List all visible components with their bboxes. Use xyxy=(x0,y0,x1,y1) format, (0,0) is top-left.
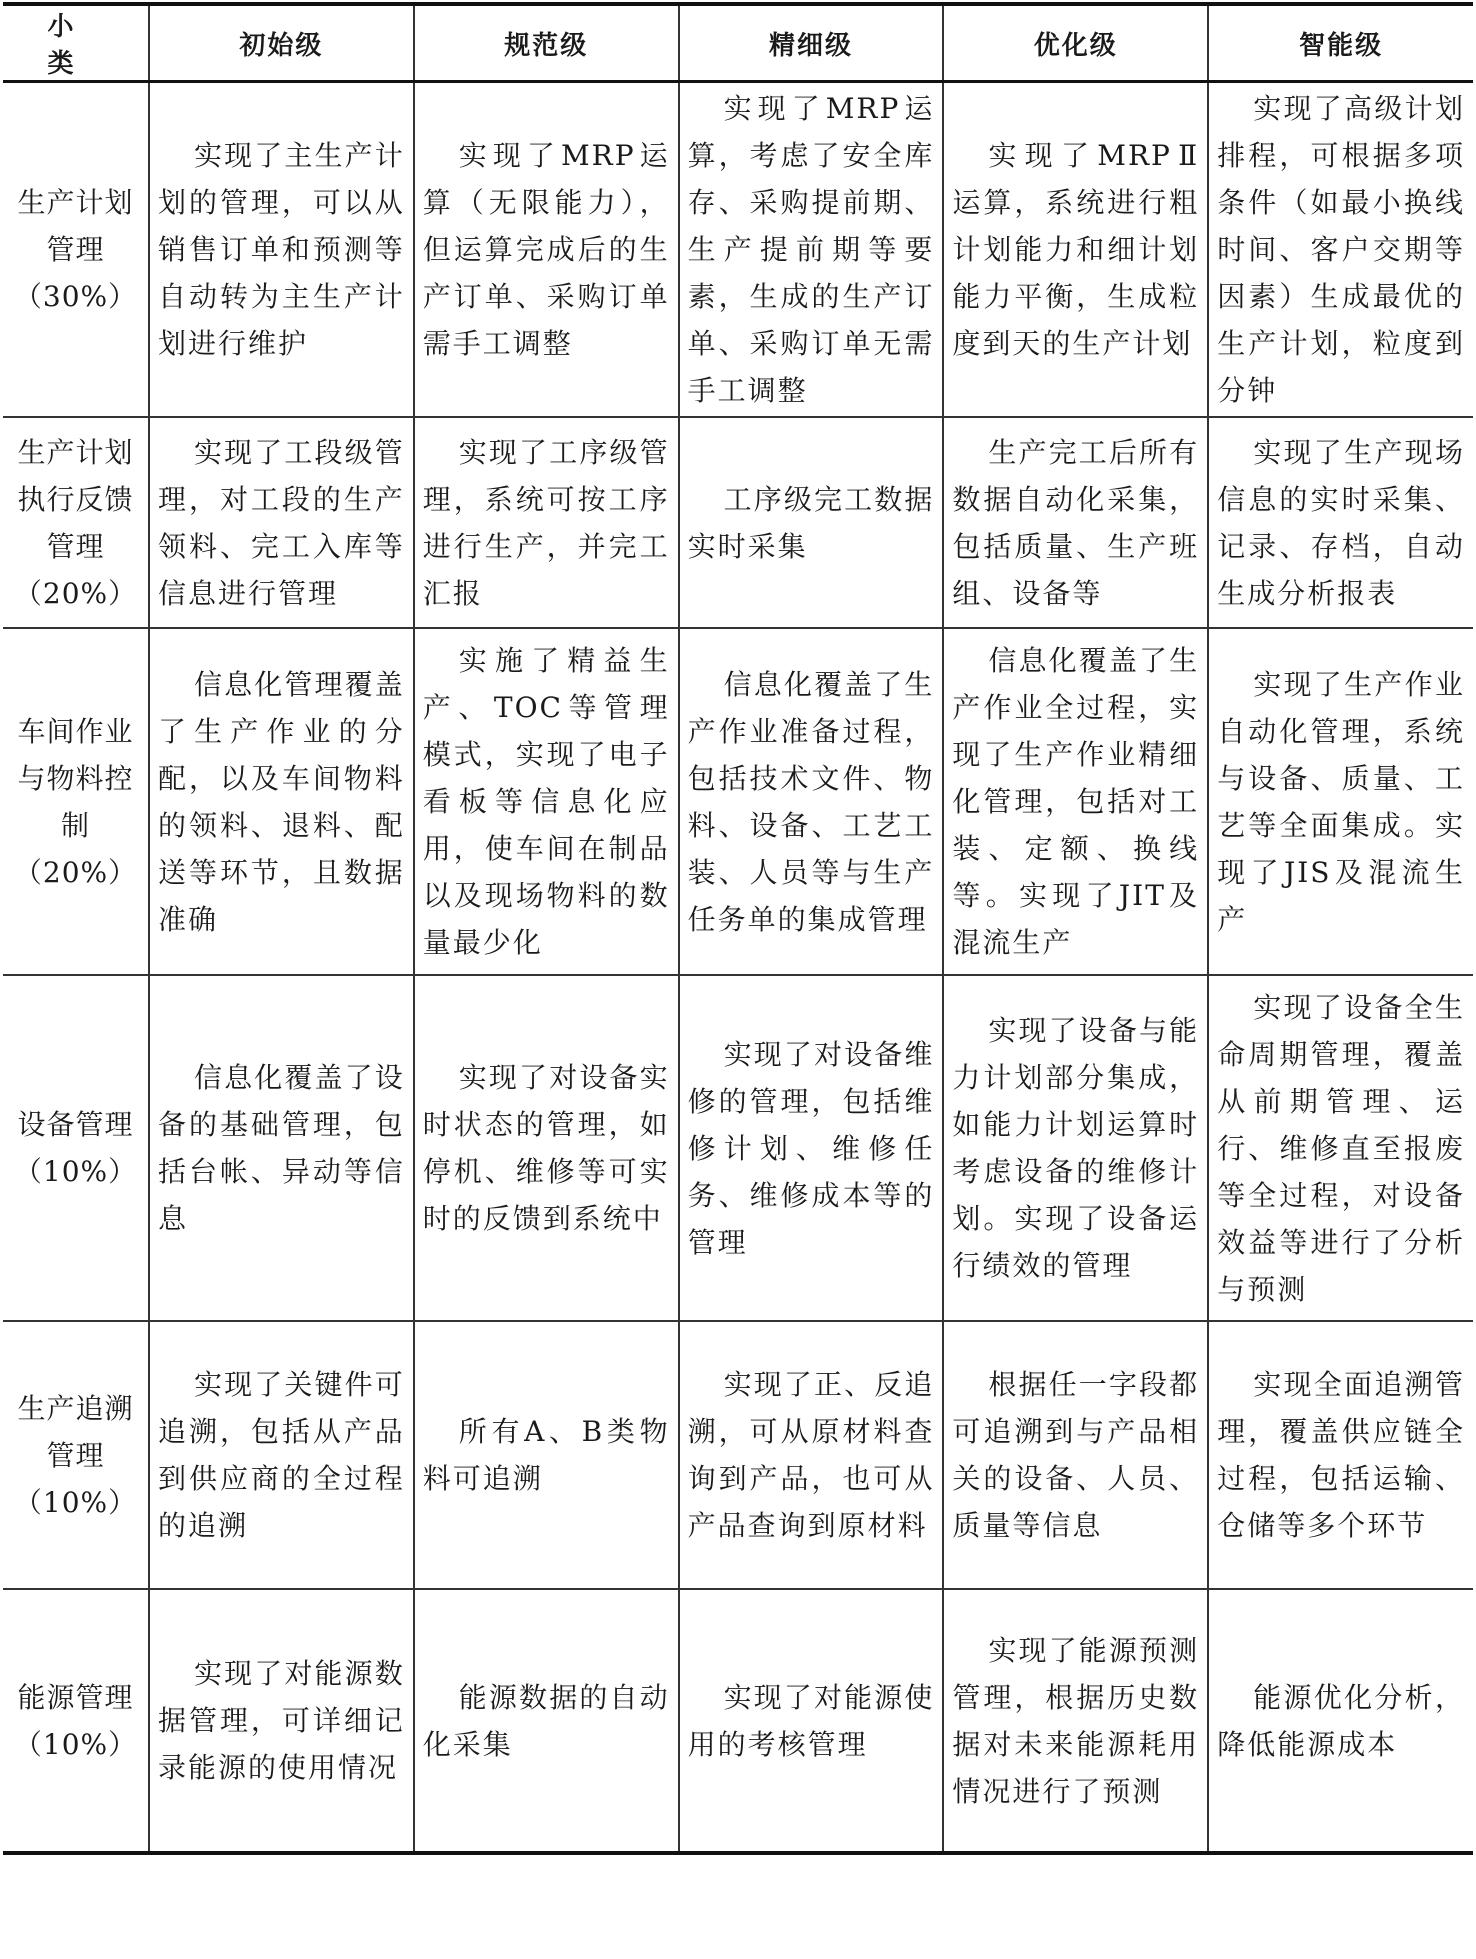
category-cell xyxy=(3,417,149,628)
cell-initial: 实现了工段级管理，对工段的生产领料、完工入库等信息进行管理 xyxy=(149,417,414,628)
cell-standard: 实现了工序级管理，系统可按工序进行生产，并完工汇报 xyxy=(414,417,679,628)
header-level-refined: 精细级 xyxy=(679,4,944,82)
category-weight: （30%） xyxy=(13,280,138,313)
cell-optimized: 信息化覆盖了生产作业全过程，实现了生产作业精细化管理，包括对工装、定额、换线等。实现了JIT及混流生产 xyxy=(943,628,1208,975)
cell-intelligent: 实现了生产现场信息的实时采集、记录、存档，自动生成分析报表 xyxy=(1208,417,1473,628)
cell-optimized: 生产完工后所有数据自动化采集，包括质量、生产班组、设备等 xyxy=(943,417,1208,628)
category-cell xyxy=(3,82,149,418)
cell-refined: 工序级完工数据实时采集 xyxy=(679,417,944,628)
cell-refined: 实现了正、反追溯，可从原材料查询到产品，也可从产品查询到原材料 xyxy=(679,1321,944,1589)
table-row xyxy=(3,975,1473,1321)
cell-refined: 实现了对设备维修的管理，包括维修计划、维修任务、维修成本等的管理 xyxy=(679,975,944,1321)
table-header xyxy=(3,4,1473,82)
cell-intelligent: 实现了设备全生命周期管理，覆盖从前期管理、运行、维修直至报废等全过程，对设备效益等进行了分析与预测 xyxy=(1208,975,1473,1321)
category-weight: （20%） xyxy=(13,576,138,610)
cell-intelligent: 实现了生产作业自动化管理，系统与设备、质量、工艺等全面集成。实现了JIS及混流生产 xyxy=(1208,628,1473,975)
cell-intelligent: 能源优化分析，降低能源成本 xyxy=(1208,1589,1473,1853)
table-row xyxy=(3,417,1473,628)
cell-optimized: 实现了能源预测管理，根据历史数据对未来能源耗用情况进行了预测 xyxy=(943,1589,1208,1853)
category-weight: （10%） xyxy=(13,1727,138,1761)
cell-initial: 实现了对能源数据管理，可详细记录能源的使用情况 xyxy=(149,1589,414,1853)
cell-intelligent: 实现了高级计划排程，可根据多项条件（如最小换线时间、客户交期等因素）生成最优的生产计划，粒度到分钟 xyxy=(1208,82,1473,418)
table-row xyxy=(3,628,1473,975)
cell-initial: 信息化覆盖了设备的基础管理，包括台帐、异动等信息 xyxy=(149,975,414,1321)
maturity-table xyxy=(3,2,1473,1855)
header-level-standard: 规范级 xyxy=(414,4,679,82)
cell-refined: 实现了对能源使用的考核管理 xyxy=(679,1589,944,1853)
cell-initial: 信息化管理覆盖了生产作业的分配，以及车间物料的领料、退料、配送等环节，且数据准确 xyxy=(149,628,414,975)
header-row xyxy=(3,4,1473,82)
category-cell xyxy=(3,1321,149,1589)
category-name: 能源管理 xyxy=(17,1680,134,1714)
category-weight: （20%） xyxy=(13,855,138,889)
cell-refined: 实现了MRP运算，考虑了安全库存、采购提前期、生产提前期等要素，生成的生产订单、采购订单无需手工调整 xyxy=(679,82,944,418)
cell-standard: 能源数据的自动化采集 xyxy=(414,1589,679,1853)
category-name: 生产计划执行反馈管理 xyxy=(17,435,134,563)
category-cell xyxy=(3,1589,149,1853)
category-weight: （10%） xyxy=(13,1155,138,1188)
category-cell xyxy=(3,975,149,1321)
header-level-optimized: 优化级 xyxy=(943,4,1208,82)
cell-standard: 实施了精益生产、TOC等管理模式，实现了电子看板等信息化应用，使车间在制品以及现场物料的数量最少化 xyxy=(414,628,679,975)
category-name: 生产计划管理 xyxy=(17,186,134,266)
category-name: 生产追溯管理 xyxy=(17,1391,134,1472)
cell-initial: 实现了关键件可追溯，包括从产品到供应商的全过程的追溯 xyxy=(149,1321,414,1589)
cell-refined: 信息化覆盖了生产作业准备过程，包括技术文件、物料、设备、工艺工装、人员等与生产任务单的集成管理 xyxy=(679,628,944,975)
category-name: 车间作业与物料控制 xyxy=(17,714,134,842)
table-body xyxy=(3,82,1473,1854)
header-level-intelligent: 智能级 xyxy=(1208,4,1473,82)
cell-intelligent: 实现全面追溯管理，覆盖供应链全过程，包括运输、仓储等多个环节 xyxy=(1208,1321,1473,1589)
category-cell xyxy=(3,628,149,975)
cell-optimized: 根据任一字段都可追溯到与产品相关的设备、人员、质量等信息 xyxy=(943,1321,1208,1589)
table-row xyxy=(3,1589,1473,1853)
cell-optimized: 实现了设备与能力计划部分集成，如能力计划运算时考虑设备的维修计划。实现了设备运行绩效的管理 xyxy=(943,975,1208,1321)
header-category: 小 类 xyxy=(3,4,149,82)
cell-initial: 实现了主生产计划的管理，可以从销售订单和预测等自动转为主生产计划进行维护 xyxy=(149,82,414,418)
category-name: 设备管理 xyxy=(17,1108,134,1141)
cell-standard: 实现了MRP运算（无限能力），但运算完成后的生产订单、采购订单需手工调整 xyxy=(414,82,679,418)
cell-optimized: 实现了MRPⅡ运算，系统进行粗计划能力和细计划能力平衡，生成粒度到天的生产计划 xyxy=(943,82,1208,418)
cell-standard: 所有A、B类物料可追溯 xyxy=(414,1321,679,1589)
header-level-initial: 初始级 xyxy=(149,4,414,82)
table-row xyxy=(3,1321,1473,1589)
table-row xyxy=(3,82,1473,418)
cell-standard: 实现了对设备实时状态的管理，如停机、维修等可实时的反馈到系统中 xyxy=(414,975,679,1321)
category-weight: （10%） xyxy=(13,1485,138,1519)
